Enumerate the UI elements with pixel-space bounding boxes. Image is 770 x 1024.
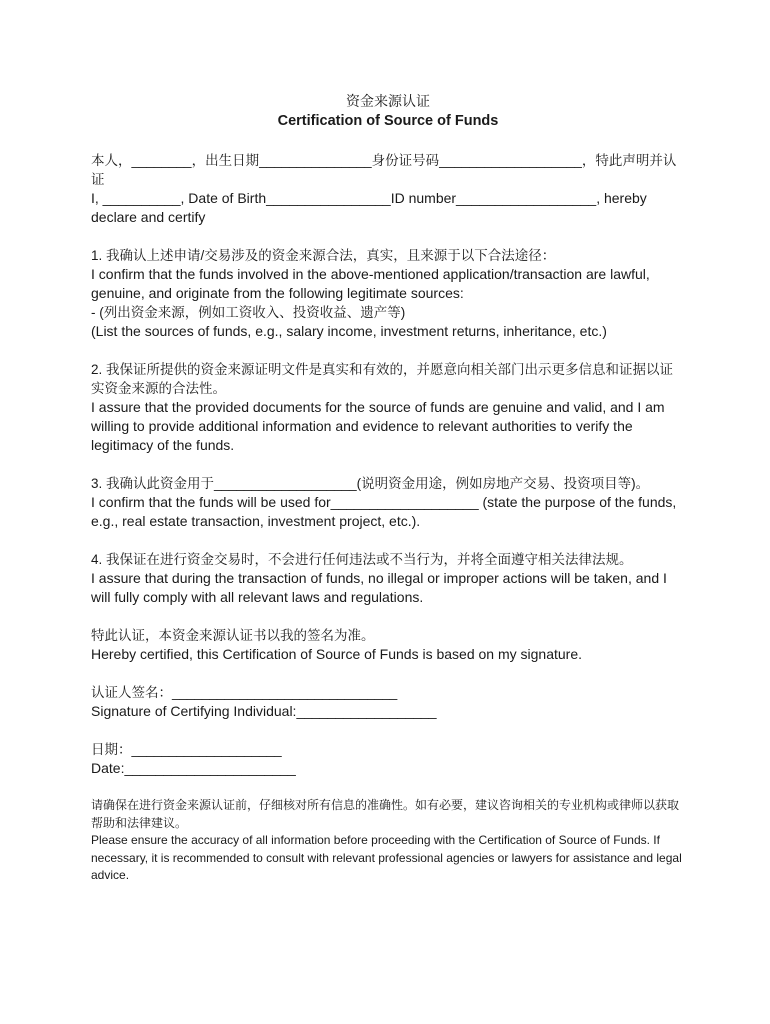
clause-3-english: I confirm that the funds will be used for___________________ (state the purpose of the funds, e.g., real estate transaction, investment project, etc.). — [91, 494, 677, 529]
note-english: Please ensure the accuracy of all information before proceeding with the Certification of Source of Funds. If necessary, it is recommended to consult with relevant professional agencies or lawyers for assistance and legal advice. — [91, 833, 682, 882]
closing-chinese: 特此认证，本资金来源认证书以我的签名为准。 — [91, 628, 375, 643]
document-title-english: Certification of Source of Funds — [277, 113, 499, 129]
intro-chinese: 本人，________，出生日期_______________身份证号码___________________，特此声明并认证 — [91, 153, 677, 187]
clause-2-english: I assure that the provided documents for the source of funds are genuine and valid, and I am willing to provide additional information and evidence to relevant authorities to verify the legitimacy of the funds. — [91, 399, 665, 453]
declaration-intro — [91, 151, 685, 227]
clause-2 — [91, 360, 685, 455]
clause-3-chinese: 3. 我确认此资金用于___________________(说明资金用途，例如房地产交易、投资项目等)。 — [91, 476, 650, 491]
clause-1 — [91, 246, 685, 341]
closing-english: Hereby certified, this Certification of Source of Funds is based on my signature. — [91, 646, 583, 662]
closing-statement — [91, 626, 685, 664]
intro-english: I, __________, Date of Birth________________ID number__________________, hereby declare and certify — [91, 190, 647, 225]
date-line-english: Date:______________________ — [91, 760, 296, 776]
clause-3 — [91, 474, 685, 531]
clause-1-english: I confirm that the funds involved in the above-mentioned application/transaction are lawful, genuine, and originate from the following legitimate sources: — [91, 266, 650, 301]
clause-4 — [91, 550, 685, 607]
clause-2-chinese: 2. 我保证所提供的资金来源证明文件是真实和有效的，并愿意向相关部门出示更多信息和证据以证实资金来源的合法性。 — [91, 362, 674, 396]
date-line-chinese: 日期：____________________ — [91, 742, 282, 757]
advisory-note — [91, 797, 685, 885]
document-content — [91, 92, 685, 885]
clause-4-chinese: 4. 我保证在进行资金交易时，不会进行任何违法或不当行为，并将全面遵守相关法律法规。 — [91, 552, 633, 567]
document-title-chinese: 资金来源认证 — [346, 93, 430, 109]
signature-line-chinese: 认证人签名：______________________________ — [91, 685, 398, 700]
clause-1-chinese: 1. 我确认上述申请/交易涉及的资金来源合法，真实，且来源于以下合法途径： — [91, 248, 556, 263]
clause-1-sources-chinese: - (列出资金来源，例如工资收入、投资收益、遗产等) — [91, 305, 406, 320]
signature-block — [91, 683, 685, 721]
clause-4-english: I assure that during the transaction of funds, no illegal or improper actions will be taken, and I will fully comply with all relevant laws and regulations. — [91, 570, 667, 605]
note-chinese: 请确保在进行资金来源认证前，仔细核对所有信息的准确性。如有必要，建议咨询相关的专业机构或律师以获取帮助和法律建议。 — [91, 798, 680, 830]
date-block — [91, 740, 685, 778]
clause-1-sources-english: (List the sources of funds, e.g., salary income, investment returns, inheritance, etc.) — [91, 323, 607, 339]
signature-line-english: Signature of Certifying Individual:__________________ — [91, 703, 437, 719]
